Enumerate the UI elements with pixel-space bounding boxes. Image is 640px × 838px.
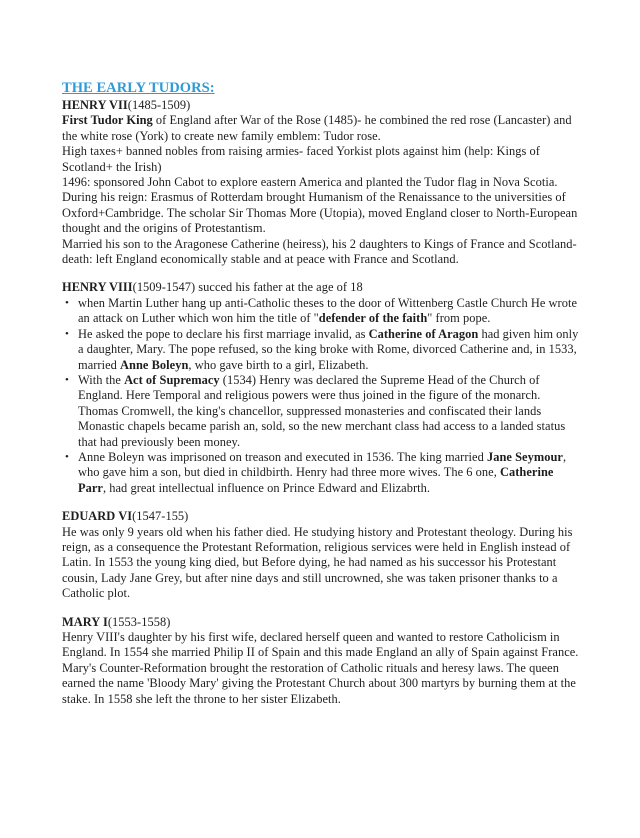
bold-term: Anne Boleyn bbox=[120, 357, 189, 372]
list-item bbox=[78, 327, 582, 373]
heading-name: MARY I bbox=[62, 614, 108, 629]
heading-henry-viii bbox=[62, 280, 582, 295]
bold-term: Act of Supremacy bbox=[124, 372, 220, 387]
list-item bbox=[78, 373, 582, 450]
item-text: (1534) Henry was declared the Supreme Head of the Church of England. Here Temporal and religious powers were thus joined in the figure of the monarch. Thomas Cromwell, the king's chancellor, suppressed monasteries and confiscated their lands Monastic chapels became parish an, sold, so the new merchant class had access to a landed status that had previously been money. bbox=[78, 372, 566, 449]
paragraph: 1496: sponsored John Cabot to explore eastern America and planted the Tudor flag in Nova Scotia. bbox=[62, 175, 558, 190]
bold-term: Catherine of Aragon bbox=[368, 326, 479, 341]
heading-name: EDUARD VI bbox=[62, 509, 133, 524]
item-text: He asked the pope to declare his first marriage invalid, as bbox=[78, 326, 369, 341]
paragraph bbox=[62, 113, 582, 144]
item-text: " from pope. bbox=[427, 311, 491, 326]
paragraph: High taxes+ banned nobles from raising armies- faced Yorkist plots against him (help: Kings of Scotland+ the Irish) bbox=[62, 144, 540, 174]
list-item bbox=[78, 296, 582, 327]
paragraph: Henry VIII's daughter by his first wife, declared herself queen and wanted to restore Catholicism in England. In 1554 she married Philip II of Spain and this made England an ally of Spain against France. Mary's Counter-Reformation brought the restoration of Catholic rituals and heresy laws. The queen earned the name 'Bloody Mary' giving the Protestant Church about 300 martyrs by burning them at the stake. In 1558 she left the throne to her sister Elizabeth. bbox=[62, 630, 579, 706]
heading-henry-vii bbox=[62, 98, 582, 113]
heading-name: HENRY VIII bbox=[62, 280, 133, 295]
section-edward-vi bbox=[62, 509, 582, 601]
item-text: when Martin Luther hang up anti-Catholic theses to the door of Wittenberg Castle Church He wrote an attack on Luther which won him the title of " bbox=[78, 295, 578, 326]
heading-dates: (1509-1547) succed his father at the age of 18 bbox=[132, 280, 363, 295]
list-item bbox=[78, 450, 582, 496]
item-text: , who gave birth to a girl, Elizabeth. bbox=[188, 357, 369, 372]
paragraph: Married his son to the Aragonese Catherine (heiress), his 2 daughters to Kings of France and Scotland- death: left England economically stable and at peace with France and Scotland. bbox=[62, 236, 577, 267]
section-henry-viii bbox=[62, 280, 582, 496]
heading-mary-i bbox=[62, 615, 582, 630]
paragraph-text: of England after War of the Rose (1485)- he combined the red rose (Lancaster) and the white rose (York) to create new family emblem: Tudor rose. bbox=[62, 113, 572, 143]
paragraph: He was only 9 years old when his father died. He studying history and Protestant theology. During his reign, as a consequence the Protestant Reformation, religious services were held in English instead of Latin. In 1553 the young king died, but Before dying, he had named as his successor his Protestant cousin, Lady Jane Grey, but after nine days and still uncrowned, she was taken prisoner thanks to a Catholic plot. bbox=[62, 524, 573, 601]
section-henry-vii bbox=[62, 98, 582, 267]
item-text: , had great intellectual influence on Prince Edward and Elizabrth. bbox=[102, 480, 431, 495]
item-text: With the bbox=[78, 372, 125, 387]
heading-name: HENRY VII bbox=[62, 98, 128, 112]
bold-term: defender of the faith bbox=[318, 311, 428, 326]
item-text: Anne Boleyn was imprisoned on treason and executed in 1536. The king married bbox=[78, 449, 487, 464]
heading-dates: (1553-1558) bbox=[107, 614, 171, 629]
heading-dates: (1485-1509) bbox=[127, 98, 191, 112]
heading-dates: (1547-155) bbox=[132, 509, 189, 524]
bold-term: Catherine Parr bbox=[78, 465, 554, 495]
heading-edward-vi bbox=[62, 509, 582, 524]
document-page bbox=[62, 80, 582, 707]
item-text: , who gave him a son, but died in childbirth. Henry had three more wives. The 6 one, bbox=[78, 449, 567, 480]
document-title: THE EARLY TUDORS: bbox=[62, 80, 215, 96]
item-text: had given him only a daughter, Mary. The pope refused, so the king broke with Rome, divorced Catherine and, in 1533, married bbox=[78, 326, 579, 372]
paragraph: During his reign: Erasmus of Rotterdam brought Humanism of the Renaissance to the universities of Oxford+Cambridge. The scholar Sir Thomas More (Utopia), moved England closer to North-European thought and the origins of Protestantism. bbox=[62, 190, 578, 236]
section-mary-i bbox=[62, 615, 582, 707]
bold-term: First Tudor King bbox=[62, 113, 153, 128]
bold-term: Jane Seymour bbox=[486, 449, 563, 464]
bullet-list bbox=[62, 296, 582, 496]
